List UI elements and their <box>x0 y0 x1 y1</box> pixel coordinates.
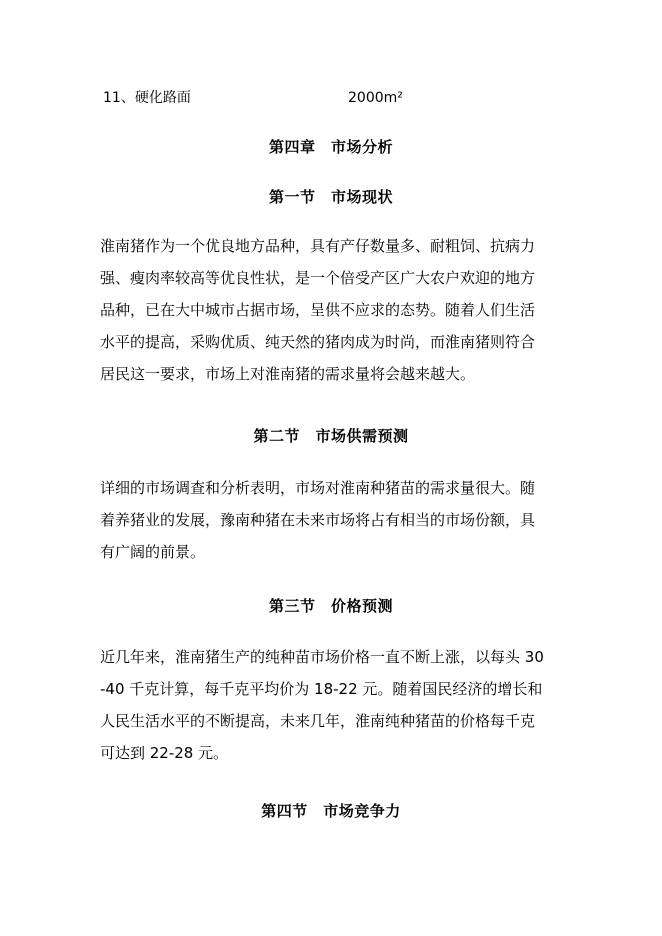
list-item-hardened-road <box>103 88 403 108</box>
paragraph-line: 着养猪业的发展，豫南种猪在未来市场将占有相当的市场份额，具 <box>100 511 536 529</box>
paragraph-line: 强、瘦肉率较高等优良性状，是一个倍受产区广大农户欢迎的地方 <box>100 269 536 287</box>
section-paragraph-3 <box>100 641 570 769</box>
section-heading-1: 第一节 市场现状 <box>268 188 393 206</box>
item-label: 11、硬化路面 <box>103 90 191 106</box>
paragraph-line: 近几年来，淮南猪生产的纯种苗市场价格一直不断上涨，以每头 30 <box>100 648 544 666</box>
paragraph-line: 详细的市场调查和分析表明，市场对淮南种猪苗的需求量很大。随 <box>100 479 536 497</box>
paragraph-line: 水平的提高，采购优质、纯天然的猪肉成为时尚，而淮南猪则符合 <box>100 333 536 351</box>
paragraph-line: 可达到 22-28 元。 <box>100 744 229 762</box>
section-paragraph-1 <box>100 230 570 390</box>
paragraph-line: 品种，已在大中城市占据市场，呈供不应求的态势。随着人们生活 <box>100 301 536 319</box>
paragraph-line: 居民这一要求，市场上对淮南猪的需求量将会越来越大。 <box>100 365 476 383</box>
section-heading-2: 第二节 市场供需预测 <box>253 427 409 445</box>
section-heading-3: 第三节 价格预测 <box>268 597 393 615</box>
paragraph-line: 人民生活水平的不断提高，未来几年，淮南纯种猪苗的价格每千克 <box>100 712 536 730</box>
chapter-title: 第四章 市场分析 <box>268 138 393 156</box>
item-value: 2000m² <box>348 90 403 106</box>
section-heading-4: 第四节 市场竞争力 <box>261 802 401 820</box>
paragraph-line: -40 千克计算，每千克平均价为 18-22 元。随着国民经济的增长和 <box>100 680 543 698</box>
section-paragraph-2 <box>100 472 570 568</box>
paragraph-line: 有广阔的前景。 <box>100 543 206 561</box>
paragraph-line: 淮南猪作为一个优良地方品种，具有产仔数量多、耐粗饲、抗病力 <box>100 237 536 255</box>
